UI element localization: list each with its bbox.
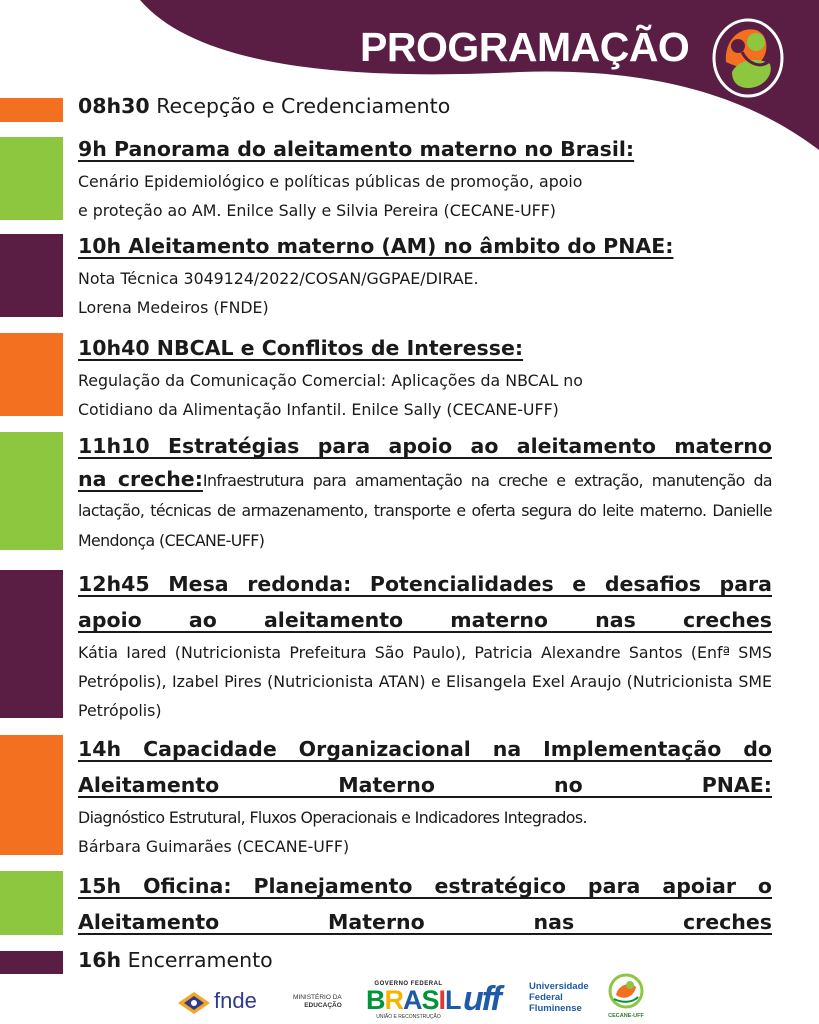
fnde-logo-text: fnde	[214, 988, 257, 1013]
side-bar-purple	[0, 570, 63, 718]
cecane-logo	[603, 973, 649, 1019]
session-heading: 9h Panorama do aleitamento materno no Brasil:	[78, 137, 635, 161]
side-bar-purple	[0, 234, 63, 317]
session-item	[78, 131, 772, 225]
session-description-line: Nota Técnica 3049124/2022/COSAN/GGPAE/DIRAE.	[78, 269, 479, 288]
session-heading: 10h Aleitamento materno (AM) no âmbito do PNAE:	[78, 234, 674, 258]
page-title: PROGRAMAÇÃO	[360, 24, 690, 70]
brasil-wordmark: BRASIL	[366, 985, 461, 1015]
side-bar-green	[0, 871, 63, 935]
session-description	[78, 464, 772, 556]
session-heading: 14h Capacidade Organizacional na Implementação do Aleitamento Materno no PNAE:	[78, 737, 772, 797]
ministerio-line: EDUCAÇÃO	[304, 1002, 342, 1009]
session-item	[78, 566, 772, 725]
closing-item	[78, 948, 273, 972]
uff-wordmark: uff	[463, 980, 500, 1018]
fnde-logo-icon	[176, 990, 212, 1016]
session-heading: 10h40 NBCAL e Conflitos de Interesse:	[78, 336, 524, 360]
mother-child-logo-icon	[708, 12, 786, 100]
side-bar-orange	[0, 98, 63, 122]
session-heading: 12h45 Mesa redonda: Potencialidades e desafios para apoio ao aleitamento materno nas creches	[78, 572, 772, 632]
uniao-label: UNIÃO E RECONSTRUÇÃO	[376, 1014, 441, 1020]
cecane-label: CECANE-UFF	[608, 1013, 644, 1019]
closing-label: Encerramento	[127, 948, 273, 972]
closing-time: 16h	[78, 948, 122, 972]
ministerio-line: MINISTÉRIO DA	[293, 994, 342, 1001]
session-description-line: Cenário Epidemiológico e políticas públicas de promoção, apoio	[78, 172, 583, 191]
session-item	[78, 428, 772, 556]
cecane-emblem-icon	[606, 973, 646, 1009]
opening-label: Recepção e Credenciamento	[156, 94, 451, 118]
session-description-line: Cotidiano da Alimentação Infantil. Enilce Sally (CECANE-UFF)	[78, 400, 559, 419]
uff-name-line: Federal	[529, 992, 563, 1003]
session-item	[78, 731, 772, 861]
session-description-line: Bárbara Guimarães (CECANE-UFF)	[78, 837, 350, 856]
session-heading: 11h10 Estratégias para apoio ao aleitamento materno	[78, 434, 772, 458]
governo-federal-logo	[366, 981, 461, 1020]
session-description-line: Regulação da Comunicação Comercial: Aplicações da NBCAL no	[78, 371, 583, 390]
session-description-text: Infraestrutura para amamentação na creche e extração, manutenção da lactação, técnicas de armazenamento, transporte e oferta segura do leite materno. Danielle Mendonça (CECANE-UFF)	[78, 471, 773, 550]
session-heading-continuation: na creche:	[78, 467, 203, 491]
opening-item	[78, 94, 450, 118]
session-description-line: Lorena Medeiros (FNDE)	[78, 298, 269, 317]
session-description: Kátia Iared (Nutricionista Prefeitura São Paulo), Patricia Alexandre Santos (Enfª SMS Petrópolis), Izabel Pires (Nutricionista ATAN) e Elisangela Exel Araujo (Nutricionista SME Petrópolis)	[78, 643, 772, 720]
session-heading: 15h Oficina: Planejamento estratégico para apoiar o Aleitamento Materno nas creches	[78, 874, 772, 934]
uff-name-line: Universidade	[529, 981, 589, 992]
session-item	[78, 228, 772, 322]
side-bar-green	[0, 432, 63, 550]
side-bar-green	[0, 137, 63, 220]
side-bar-purple	[0, 951, 63, 974]
ministerio-logo	[293, 994, 342, 1010]
uff-name	[529, 981, 589, 1014]
side-bar-orange	[0, 735, 63, 855]
uff-name-line: Fluminense	[529, 1003, 582, 1014]
side-bar-orange	[0, 333, 63, 416]
opening-time: 08h30	[78, 94, 150, 118]
session-description-line: e proteção ao AM. Enilce Sally e Silvia Pereira (CECANE-UFF)	[78, 201, 556, 220]
session-item	[78, 330, 772, 424]
session-item	[78, 868, 772, 940]
session-description-line: Diagnóstico Estrutural, Fluxos Operacionais e Indicadores Integrados.	[78, 808, 587, 827]
gov-federal-label: GOVERNO FEDERAL	[374, 981, 443, 987]
